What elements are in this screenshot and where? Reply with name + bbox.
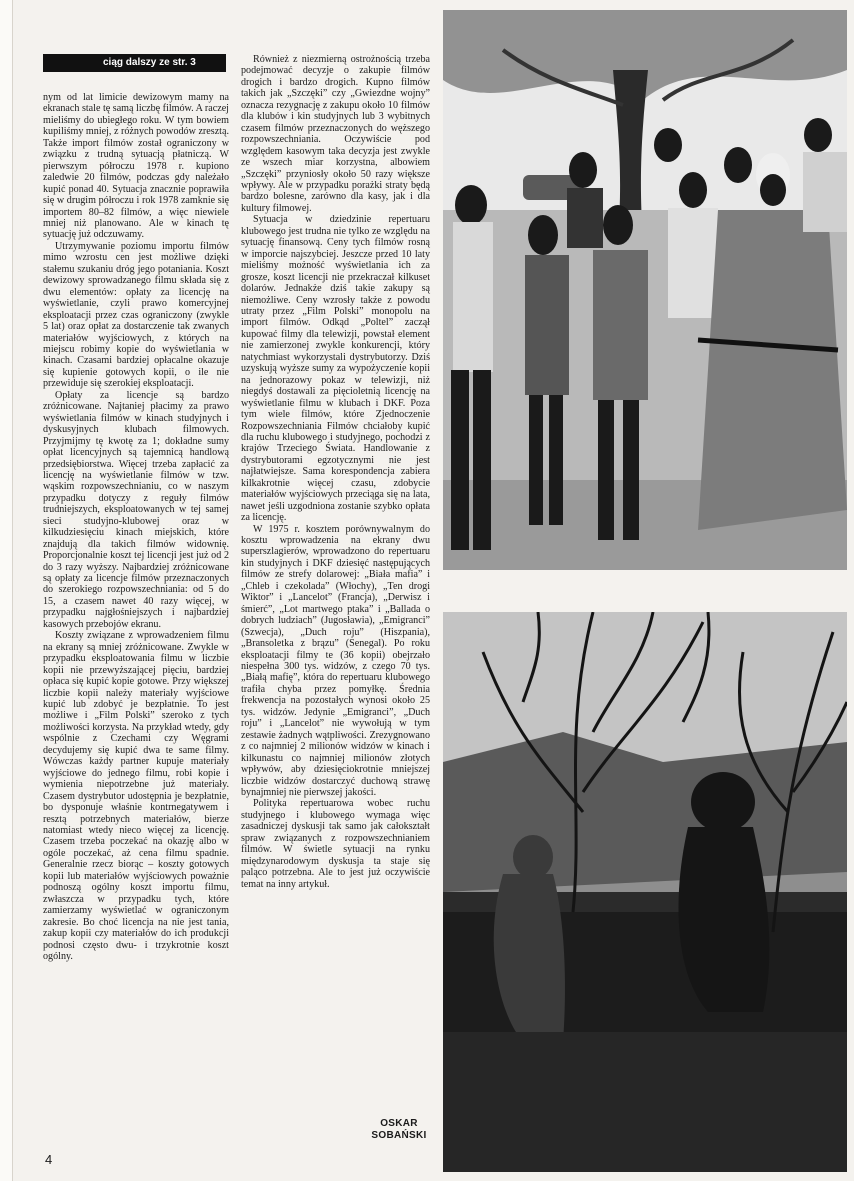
article-column-right [241,54,430,890]
author-byline [370,1118,428,1142]
photo-silhouettes-trees-image [443,612,847,1172]
page-edge [0,0,13,1181]
paragraph: Również z niezmierną ostrożnością trzeba podejmować decyzje o zakupie filmów drogich i bardzo drogich. Kupno filmów takich jak „Szczęki” czy „Gwiezdne wojny” oznacza rezygnację z zakupu około 10 filmów dla klubów i kin studyjnych lub 3 wybitnych czasem filmów przeznaczonych do węższego rozpowszechniania. Oczywiście pod względem kasowym taka decyzja jest zwykle ze wszech miar korzystna, albowiem „Szczęki” przyniosły około 50 razy większe wpływy. Ale w przypadku porażki straty będą bardzo bolesne, zarówno dla kasy, jak i dla kultury filmowej. [241,54,430,214]
paragraph: Sytuacja w dziedzinie repertuaru klubowego jest trudna nie tylko ze względu na sytuację finansową. Ceny tych filmów rosną w imporcie najszybciej. Jeszcze przed 10 laty mieliśmy możność wyświetlania ich za grosze, koszt licencji nie przekraczał kilkuset dolarów. Jednakże dziś takie zakupy są niemożliwe. Ceny wzrosły także z powodu utraty przez „Film Polski” monopolu na import filmów. Odkąd „Poltel” zaczął kupować filmy dla telewizji, powstał element nie zamierzonej zwykle konkurencji, który natychmiast wykorzystali dystrybutorzy. Dziś uzyskują wyższe sumy za wypożyczenie kopii na jednorazowy pokaz w telewizji, niż niegdyś dostawali za pięcioletnią licencję na wyświetlanie filmu w klubach i DKF. Poza tym wiele filmów, które Zjednoczenie Rozpowszechniania Filmów chciałoby kupić dla ruchu klubowego i studyjnego, pochodzi z krajów Trzeciego Świata. Handlowanie z dystrybutorami egzotycznymi nie jest najłatwiejsze. Sama korespondencja zabiera kilkakrotnie więcej czasu, zdobycie materiałów wyjściowych przeciąga się na lata, nawet jeśli uzgodniona zostanie szybko opłata za licencję. [241,214,430,524]
author-first-name: OSKAR [380,1118,418,1129]
paragraph: W 1975 r. kosztem porównywalnym do kosztu wprowadzenia na ekrany dwu superszlagierów, wprowadzono do repertuaru kin studyjnych i DKF dziesięć następujących filmów ze strefy dolarowej: „Biała mafia” i „Chleb i czekolada” (Włochy), „Ten drogi Wiktor” i „Lancelot” (Francja), „Derwisz i śmierć”, „Lot martwego ptaka” i „Ballada o dobrych ludziach” (Jugosławia), „Emigranci” (Szwecja), „Duch roju” (Hiszpania), „Bransoletka z brązu” (Senegal). Po roku eksploatacji filmy te (36 kopii) obejrzało niespełna 300 tys. widzów, z czego 70 tys. „Białą mafię”, która do repertuaru klubowego trafiła chyba przez pomyłkę. Średnia frekwencja na pozostałych wynosi około 25 tys. widzów. Jedynie „Emigranci”, „Duch roju” i „Lancelot” nie wywołują w tym zestawie żadnych wątpliwości. Zrezygnowano z co najmniej 2 milionów widzów w kinach i kilkunastu co najmniej milionów złotych wpływów, aby dziesięciokrotnie mniejszej liczbie widzów dostarczyć duchową strawę bynajmniej nie pierwszej jakości. [241,523,430,798]
page-number: 4 [45,1152,53,1167]
author-last-name: SOBAŃSKI [371,1130,427,1141]
continued-label: ciąg dalszy ze str. 3 [43,54,226,72]
paragraph: Utrzymywanie poziomu importu filmów mimo wzrostu cen jest możliwe dzięki stałemu szukaniu dróg jego potaniania. Koszt dewizowy sprowadzanego filmu składa się z dwu elementów: opłaty za licencję na wyświetlanie, czyli prawo komercyjnej eksploatacji przez czas ograniczony (zwykle 5 lat) oraz opłat za dostarczenie tak zwanych materiałów wyjściowych, z których na miejscu robimy kopie do wyświetlania w kinach. Czasami bardziej opłacalne okazuje się kupienie gotowych kopii, o ile nie przewiduje się szerokiej eksploatacji. [43,240,229,390]
photo-group-of-people-image [443,10,847,570]
paragraph: Opłaty za licencje są bardzo zróżnicowane. Najtaniej płacimy za prawo wyświetlania filmów w kinach studyjnych i dyskusyjnych klubach filmowych. Przyjmijmy tę kwotę za 1; dokładne sumy opłat licencyjnych są tajemnicą handlową przedsiębiorstwa. Więcej trzeba zapłacić za licencję na wyświetlanie filmów w tzw. wąskim rozpowszechnianiu, co w naszym przypadku dotyczy z reguły filmów trudniejszych, eksploatowanych w tej samej sieci studyjno-klubowej oraz w kilkudziesięciu kinach miejskich, które znajdują dla takich filmów widownię. Proporcjonalnie koszt tej licencji jest już od 2 do 3 razy wyższy. Najbardziej zróżnicowane są opłaty za licencje filmów przeznaczonych do szerokiego rozpowszechniania: od 5 do 15, a czasem nawet 40 razy więcej, w przypadku najgłośniejszych i najbardziej kasowych przebojów ekranu. [43,389,229,630]
photo-group-of-people [443,10,847,570]
paragraph: Koszty związane z wprowadzeniem filmu na ekrany są mniej zróżnicowane. Zwykle w przypadku eksploatowania filmu w liczbie kopii nie przewyższającej pięciu, bardziej opłaca się kupić kopie gotowe. Przy większej liczbie kopii należy materiały wyjściowe kupić lub zdobyć je bezpłatnie. To jest możliwe i „Film Polski” szeroko z tych możliwości korzysta. Na przykład wtedy, gdy wspólnie z Czechami czy Węgrami decydujemy się kupić dwa te same filmy. Wówczas każdy partner kupuje materiały wyjściowe do jednego filmu, robi kopie i wymienia niepotrzebne już materiały. Czasem dystrybutor udostępnia je bezpłatnie, bo dysponuje właśnie kontrnegatywem i resztą potrzebnych materiałów, bierze natomiast wtedy nieco więcej za licencję. Czasem trzeba poczekać na okazję albo w ogóle poczekać, aż cena filmu spadnie. Generalnie rzecz biorąc – koszty gotowych kopii lub materiałów wyjściowych poważnie podnoszą ogólny koszt importu filmu, zwłaszcza w przypadku tych, które zamierzamy wyświetlać w ograniczonym zakresie. Bo choć licencja na nie jest tania, zakup kopii czy materiałów do ich produkcji podnosi często dwu- i trzykrotnie koszt ogólny. [43,630,229,962]
article-column-left [43,92,229,962]
photo-silhouettes-trees [443,612,847,1172]
paragraph: Polityka repertuarowa wobec ruchu studyjnego i klubowego wymaga więc zasadniczej dyskusji tak samo jak całokształt spraw związanych z rozpowszechnianiem filmów. W świetle sytuacji na rynku międzynarodowym dyskusja ta staje się paląco potrzebna. Ale to jest już oczywiście temat na inny artykuł. [241,798,430,890]
paragraph: nym od lat limicie dewizowym mamy na ekranach stale tę samą liczbę filmów. A raczej mieliśmy do ubiegłego roku. W tym bowiem kupiliśmy mniej, z różnych powodów zresztą. Także import filmów został ograniczony w związku z trudną sytuacją płatniczą. W pierwszym półroczu 1978 r. kupiono zaledwie 20 filmów, podczas gdy należało kupić ponad 40. Sytuacja znacznie poprawiła się w drugim półroczu i rok 1978 zamknie się importem 80–82 filmów, a więc niewiele mniej niż planowano. Ale w kinach tę sytuację już odczuwamy. [43,92,229,241]
